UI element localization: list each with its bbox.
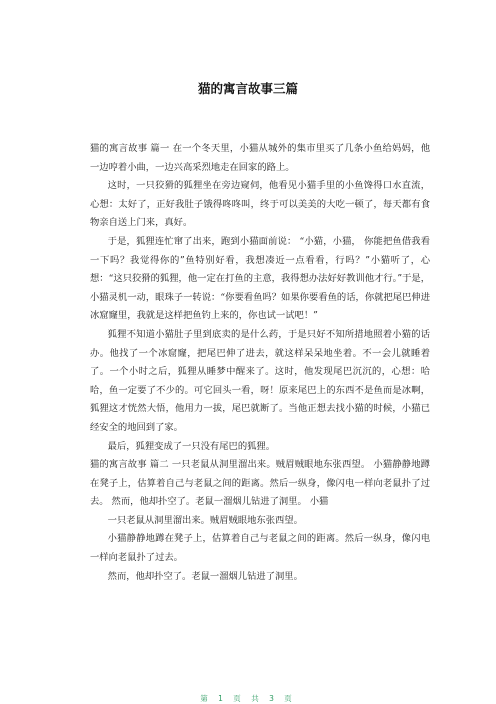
page-number-footer: 第 1 页 共 3 页	[200, 694, 296, 703]
paragraph: 小猫静静地蹲在凳子上，估算着自己与老鼠之间的距离。然后一纵身，像闪电一样向老鼠扑了过去。	[90, 533, 430, 564]
paragraph: 狐狸不知道小猫肚子里到底卖的是什么药，于是只好不知所措地照着小猫的话办。他找了一个冰窟窿，把尾巴伸了进去，就这样呆呆地坐着。不一会儿就睡着了。一个小时之后，狐狸从睡梦中醒来了。这时，他发现尾巴沉沉的，心想：哈哈，鱼一定要了不少的。可它回头一看，呀！原来尾巴上的东西不是鱼而是冰啊，狐狸这才恍然大悟，他用力一拔，尾巴就断了。当他正想去找小猫的时候，小猫已经安全的地回到了家。	[90, 328, 430, 433]
paragraph: 猫的寓言故事 篇一 在一个冬天里，小猫从城外的集市里买了几条小鱼给妈妈，他一边哼着小曲，一边兴高采烈地走在回家的路上。	[90, 143, 430, 173]
paragraph: 猫的寓言故事 篇二 一只老鼠从洞里溜出来。贼眉贼眼地东张西望。 小猫静静地蹲在凳子上，估算着自己与老鼠之间的距离。然后一纵身，像闪电一样向老鼠扑了过去。 然而，他却扑空了。老鼠一溜烟儿钻进了洞里。 小猫	[90, 459, 430, 508]
paragraph: 这时，一只狡猾的狐狸坐在旁边窥伺，他看见小猫手里的小鱼馋得口水直流，心想：太好了，正好我肚子饿得咚咚叫，终于可以美美的大吃一顿了，每天都有食物亲自送上门来，真好。	[90, 180, 430, 229]
paragraph: 于是，狐狸连忙窜了出来，跑到小猫面前说： “小猫，小猫， 你能把鱼借我看一下吗？我觉得你的”鱼特别好看，我想凑近一点看看，行吗？”小猫听了，心想：“这只狡猾的狐狸，他一定在打鱼的主意，我得想办法好好教训他才行。”于是，小猫灵机一动，眼珠子一转说：“你要看鱼吗？如果你要看鱼的话，你就把尾巴伸进冰窟窿里，我就是这样把鱼钓上来的，你也试一试吧！”	[90, 235, 430, 322]
paragraph: 然而，他却扑空了。老鼠一溜烟儿钻进了洞里。	[107, 570, 303, 582]
document-body	[90, 140, 430, 586]
paragraph: 一只老鼠从洞里溜出来。贼眉贼眼地东张西望。	[107, 514, 303, 526]
document-title: 猫的寓言故事三篇	[197, 81, 298, 96]
paragraph: 最后，狐狸变成了一只没有尾巴的狐狸。	[107, 440, 276, 452]
